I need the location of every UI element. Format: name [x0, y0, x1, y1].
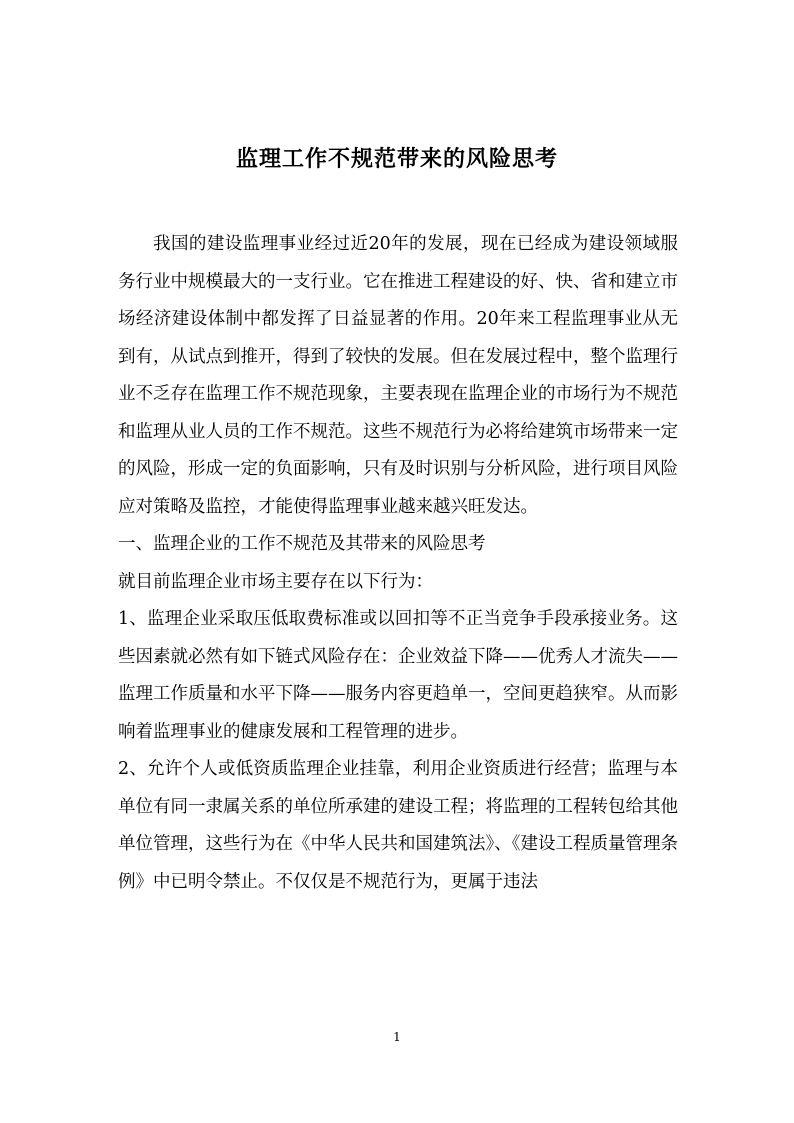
document-title: 监理工作不规范带来的风险思考	[235, 146, 558, 172]
paragraph-lead-in: 就目前监理企业市场主要存在以下行为：	[118, 571, 433, 592]
list-item-1: 1、监理企业采取压低取费标准或以回扣等不正当竞争手段承接业务。这些因素就必然有如下链式风险存在：企业效益下降——优秀人才流失——监理工作质量和水平下降——服务内容更趋单一，空间更趋狭窄。从而影响着监理事业的健康发展和工程管理的进步。	[118, 609, 678, 742]
list-item-2: 2、允许个人或低资质监理企业挂靠，利用企业资质进行经营；监理与本单位有同一隶属关系的单位所承建的建设工程；将监理的工程转包给其他单位管理，这些行为在《中华人民共和国建筑法》、《建设工程质量管理条例》中已明令禁止。不仅仅是不规范行为，更属于违法	[118, 759, 678, 892]
document-body	[118, 226, 678, 901]
paragraph-intro: 我国的建设监理事业经过近20年的发展，现在已经成为建设领域服务行业中规模最大的一支行业。它在推进工程建设的好、快、省和建立市场经济建设体制中都发挥了日益显著的作用。20年来工程监理事业从无到有，从试点到推开，得到了较快的发展。但在发展过程中，整个监理行业不乏存在监理工作不规范现象，主要表现在监理企业的市场行为不规范和监理从业人员的工作不规范。这些不规范行为必将给建筑市场带来一定的风险，形成一定的负面影响，只有及时识别与分析风险，进行项目风险应对策略及监控，才能使得监理事业越来越兴旺发达。	[118, 234, 678, 517]
section-heading-1: 一、监理企业的工作不规范及其带来的风险思考	[118, 534, 486, 554]
page-number: 1	[393, 1030, 401, 1044]
